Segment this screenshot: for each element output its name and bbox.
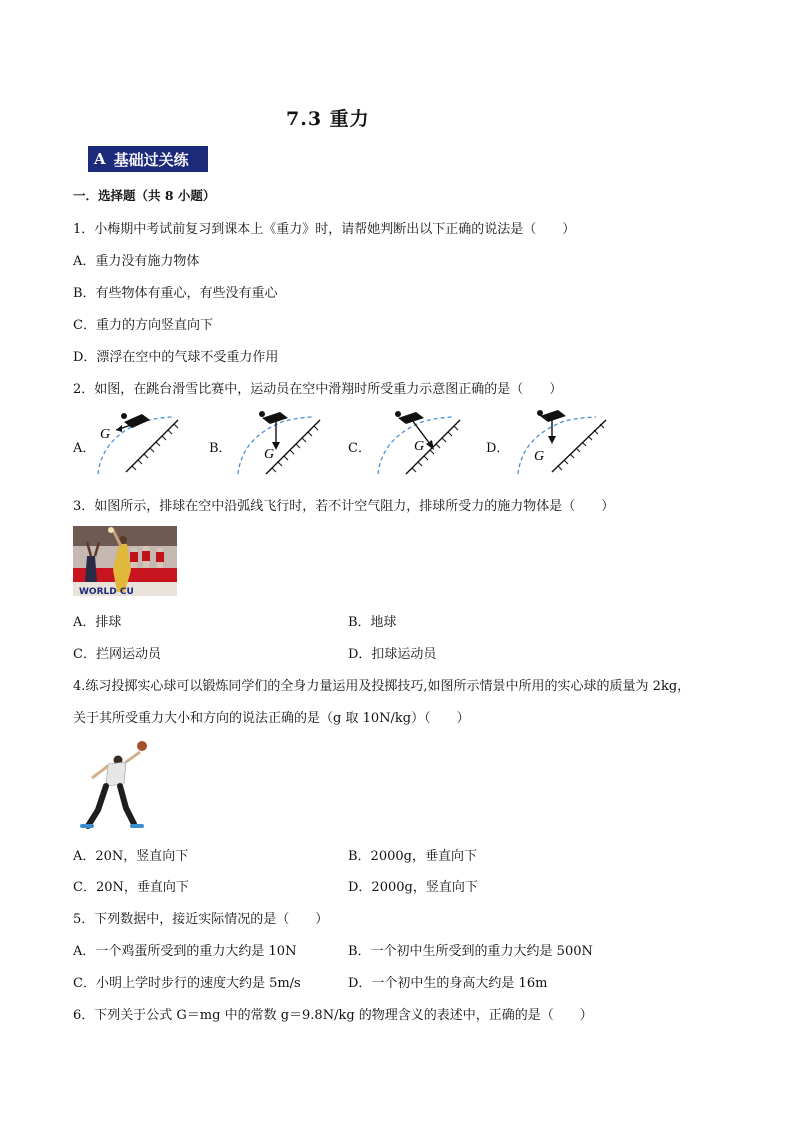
q2-g-b: G	[264, 447, 275, 462]
q3-option-c: C．拦网运动员	[73, 647, 161, 662]
q5-option-c: C．小明上学时步行的速度大约是 5m/s	[73, 976, 301, 991]
q3-option-d: D．扣球运动员	[348, 647, 437, 662]
q4-stem-line2: 关于其所受重力大小和方向的说法正确的是（g 取 10N/kg）（ ）	[73, 711, 470, 726]
q2-label-a: A．	[73, 441, 96, 456]
volleyball-photo	[73, 526, 177, 596]
q4-option-d: D．2000g，竖直向下	[348, 880, 478, 895]
q5-option-b: B．一个初中生所受到的重力大约是 500N	[348, 944, 593, 959]
q1-option-d: D．漂浮在空中的气球不受重力作用	[73, 350, 279, 365]
q4-option-c: C．20N，垂直向下	[73, 880, 189, 895]
q2-figure-d	[512, 408, 610, 480]
q2-label-c: C．	[348, 441, 371, 456]
q2-stem: 2．如图，在跳台滑雪比赛中，运动员在空中滑翔时所受重力示意图正确的是（ ）	[73, 382, 563, 397]
q2-figure-b	[232, 408, 324, 480]
q6-stem: 6．下列关于公式 G＝mg 中的常数 g＝9.8N/kg 的物理含义的表述中，正确的是（ ）	[73, 1008, 593, 1023]
q2-g-c: G	[414, 439, 425, 454]
page-title: 7.3 重力	[286, 108, 370, 130]
q2-label-d: D．	[486, 441, 510, 456]
q3-option-a: A．排球	[73, 615, 122, 630]
q1-stem: 1．小梅期中考试前复习到课本上《重力》时，请帮她判断出以下正确的说法是（ ）	[73, 222, 576, 237]
q5-option-d: D．一个初中生的身高大约是 16m	[348, 976, 548, 991]
q2-g-d: G	[534, 449, 545, 464]
shot-put-photo	[78, 740, 162, 832]
section-heading: 一．选择题（共 8 小题）	[73, 188, 216, 203]
q3-option-b: B．地球	[348, 615, 397, 630]
q4-option-b: B．2000g，垂直向下	[348, 849, 477, 864]
q2-label-b: B．	[209, 441, 232, 456]
q4-option-a: A．20N，竖直向下	[73, 849, 189, 864]
section-label: 基础过关练	[113, 150, 189, 169]
q2-figure-c	[372, 408, 464, 480]
q1-option-c: C．重力的方向竖直向下	[73, 318, 213, 333]
q5-option-a: A．一个鸡蛋所受到的重力大约是 10N	[73, 944, 297, 959]
section-banner	[88, 146, 208, 172]
q5-stem: 5．下列数据中，接近实际情况的是（ ）	[73, 912, 329, 927]
q2-g-a: G	[100, 427, 111, 442]
q4-stem-line1: 4.练习投掷实心球可以锻炼同学们的全身力量运用及投掷技巧,如图所示情景中所用的实心球的质量为 2kg，	[73, 679, 691, 694]
q2-figure-a	[92, 408, 184, 480]
q1-option-a: A．重力没有施力物体	[73, 254, 200, 269]
q1-option-b: B．有些物体有重心，有些没有重心	[73, 286, 278, 301]
q3-stem: 3．如图所示，排球在空中沿弧线飞行时，若不计空气阻力，排球所受力的施力物体是（ ）	[73, 499, 615, 514]
banner-text: WORLD CU	[79, 587, 134, 596]
section-letter: A	[94, 150, 106, 168]
